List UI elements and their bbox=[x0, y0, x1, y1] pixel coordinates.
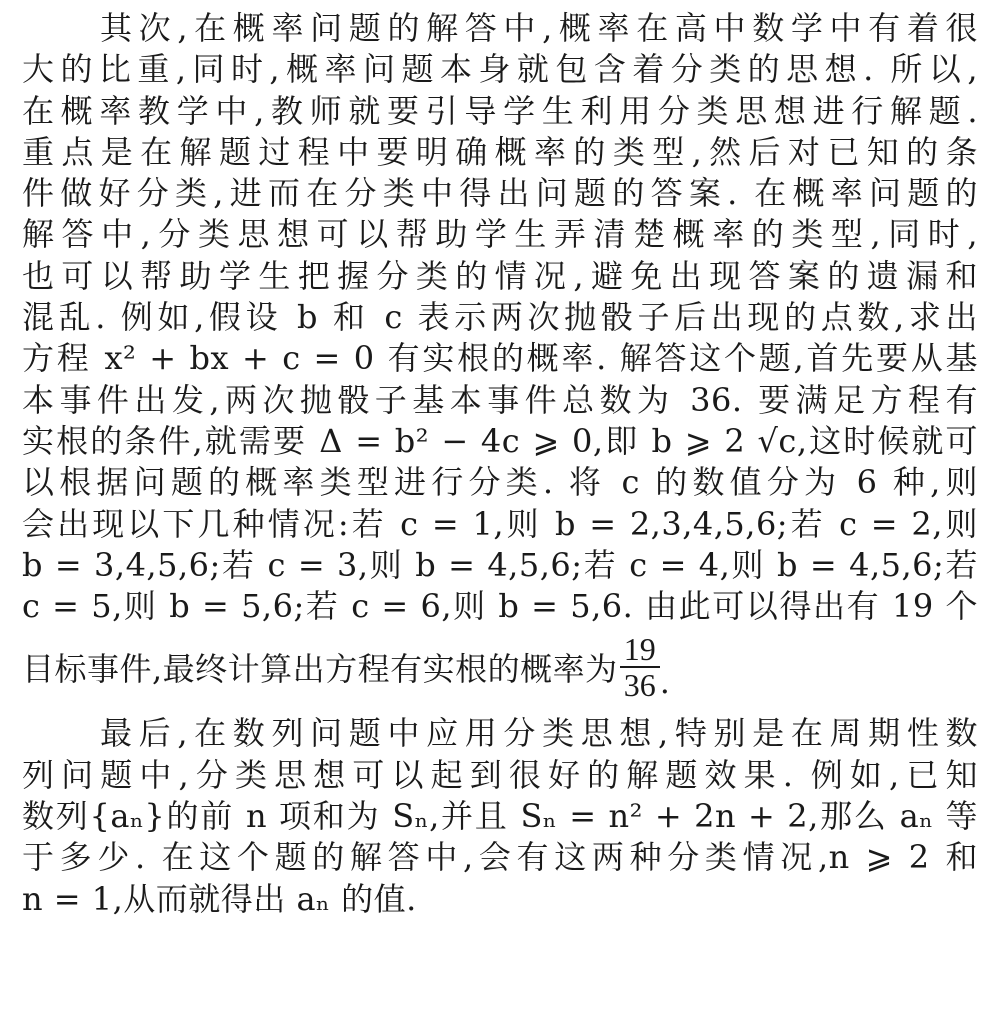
fraction-numerator: 19 bbox=[620, 632, 660, 668]
text-line: 实根的条件,就需要 Δ = b² − 4c ⩾ 0,即 b ⩾ 2 √c,这时候就可 bbox=[22, 421, 978, 460]
text-line: n = 1,从而就得出 aₙ 的值. bbox=[22, 879, 417, 918]
text-line: 最后,在数列问题中应用分类思想,特别是在周期性数 bbox=[100, 714, 978, 753]
text-line: 重点是在解题过程中要明确概率的类型,然后对已知的条 bbox=[22, 132, 978, 171]
final-sentence: 目标事件,最终计算出方程有实根的概率为 bbox=[22, 650, 618, 689]
paragraph-sequence bbox=[22, 713, 978, 919]
text-line-with-fraction bbox=[22, 627, 978, 707]
text-line: 方程 x² + bx + c = 0 有实根的概率. 解答这个题,首先要从基 bbox=[22, 339, 978, 378]
text-line: 件做好分类,进而在分类中得出问题的答案. 在概率问题的 bbox=[22, 174, 978, 213]
text-line: 于多少. 在这个题的解答中,会有这两种分类情况,n ⩾ 2 和 bbox=[22, 838, 978, 877]
text-line: 也可以帮助学生把握分类的情况,避免出现答案的遗漏和 bbox=[22, 256, 978, 295]
text-line: 会出现以下几种情况:若 c = 1,则 b = 2,3,4,5,6;若 c = 2,则 bbox=[22, 504, 978, 543]
text-line: 解答中,分类思想可以帮助学生弄清楚概率的类型,同时, bbox=[22, 215, 978, 254]
text-line: 数列{aₙ}的前 n 项和为 Sₙ,并且 Sₙ = n² + 2n + 2,那么 aₙ 等 bbox=[22, 797, 978, 836]
text-line: 列问题中,分类思想可以起到很好的解题效果. 例如,已知 bbox=[22, 755, 978, 794]
text-line: 在概率教学中,教师就要引导学生利用分类思想进行解题. bbox=[22, 91, 978, 130]
text-line: 大的比重,同时,概率问题本身就包含着分类的思想. 所以, bbox=[22, 50, 978, 89]
text-line: b = 3,4,5,6;若 c = 3,则 b = 4,5,6;若 c = 4,则 b = 4,5,6;若 bbox=[22, 545, 978, 584]
text-line: c = 5,则 b = 5,6;若 c = 6,则 b = 5,6. 由此可以得出有 19 个 bbox=[22, 587, 978, 626]
fraction-denominator: 36 bbox=[623, 667, 656, 704]
text-line: 本事件出发,两次抛骰子基本事件总数为 36. 要满足方程有 bbox=[22, 380, 978, 419]
probability-fraction bbox=[620, 632, 660, 702]
text-line: 混乱. 例如,假设 b 和 c 表示两次抛骰子后出现的点数,求出 bbox=[22, 298, 978, 337]
paragraph-probability bbox=[22, 8, 978, 707]
text-line: 其次,在概率问题的解答中,概率在高中数学中有着很 bbox=[100, 9, 978, 47]
final-punctuation: . bbox=[659, 663, 670, 702]
text-line: 以根据问题的概率类型进行分类. 将 c 的数值分为 6 种,则 bbox=[22, 463, 978, 502]
document-page bbox=[22, 8, 978, 920]
